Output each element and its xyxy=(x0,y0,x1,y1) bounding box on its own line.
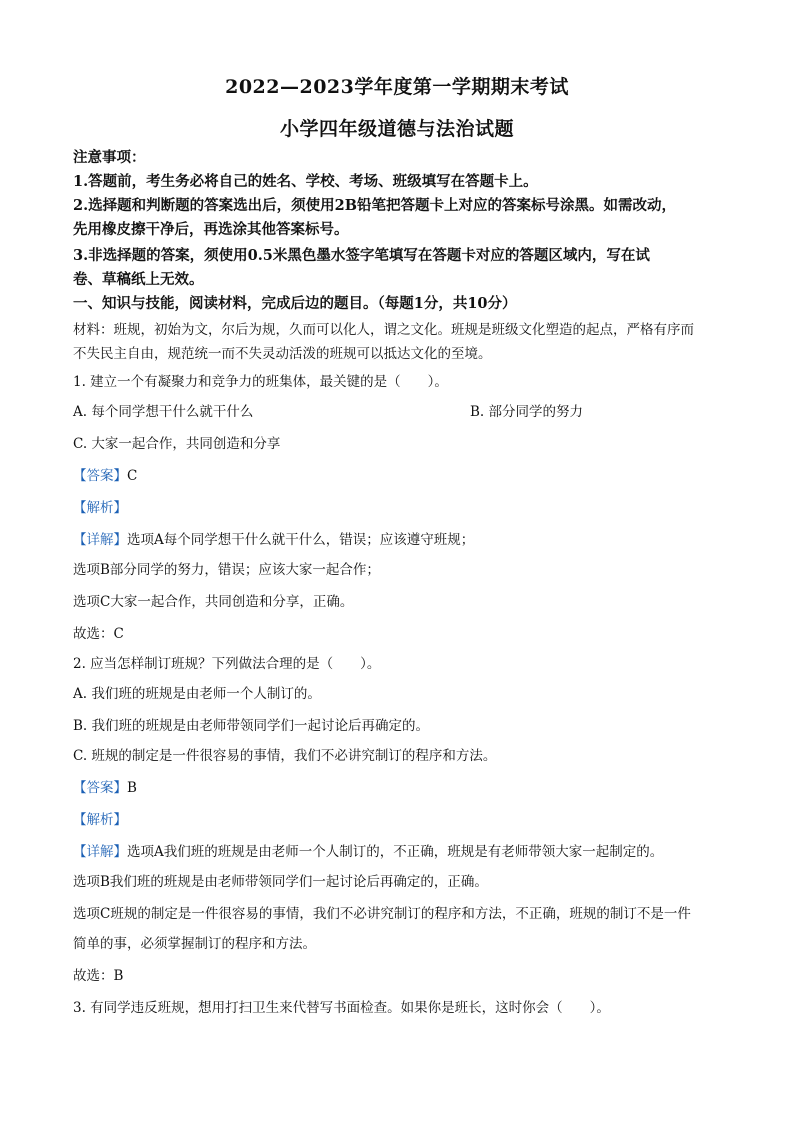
question-1-option-c: C. 大家一起合作，共同创造和分享 xyxy=(73,436,281,452)
question-1-answer xyxy=(73,466,733,486)
question-2-detail-line-3: 选项C班规的制定是一件很容易的事情，我们不必讲究制订的程序和方法，不正确，班规的制订不是一件 xyxy=(73,906,691,922)
detail-text: 选项A每个同学想干什么就干什么，错误；应该遵守班规； xyxy=(127,532,475,548)
question-2-choice: 故选：B xyxy=(73,968,124,984)
answer-tag: 【答案】 xyxy=(73,468,127,484)
question-1-detail-line-2: 选项B部分同学的努力，错误；应该大家一起合作； xyxy=(73,562,380,578)
notice-item-3-line-2: 卷、草稿纸上无效。 xyxy=(73,271,204,288)
question-2-option-c: C. 班规的制定是一件很容易的事情，我们不必讲究制订的程序和方法。 xyxy=(73,748,497,764)
notice-item-3-line-1: 3.非选择题的答案，须使用0.5米黑色墨水签字笔填写在答题卡对应的答题区域内，写在试 xyxy=(73,247,650,264)
question-1-options-row xyxy=(73,402,733,422)
question-2-answer xyxy=(73,778,733,798)
question-1-option-a: A. 每个同学想干什么就干什么 xyxy=(73,404,254,420)
notice-item-2-line-1: 2.选择题和判断题的答案选出后，须使用2B铅笔把答题卡上对应的答案标号涂黑。如需改动， xyxy=(73,197,676,214)
question-1-detail-line-3: 选项C大家一起合作，共同创造和分享，正确。 xyxy=(73,594,354,610)
question-2-option-b: B. 我们班的班规是由老师带领同学们一起讨论后再确定的。 xyxy=(73,718,430,734)
exam-title: 2022—2023学年度第一学期期末考试 xyxy=(225,76,569,98)
question-1-option-b: B. 部分同学的努力 xyxy=(470,404,584,420)
answer-value: B xyxy=(127,780,137,796)
question-1-choice: 故选：C xyxy=(73,626,124,642)
question-2-option-a: A. 我们班的班规是由老师一个人制订的。 xyxy=(73,686,321,702)
question-1-analysis-tag: 【解析】 xyxy=(73,500,127,516)
material-line-2: 不失民主自由，规范统一而不失灵动活泼的班规可以抵达文化的至境。 xyxy=(73,346,492,362)
question-2-detail-line-4: 简单的事，必须掌握制订的程序和方法。 xyxy=(73,936,316,952)
answer-value: C xyxy=(127,468,138,484)
question-1-stem: 1. 建立一个有凝聚力和竞争力的班集体，最关键的是（ ）。 xyxy=(73,374,448,390)
question-2-detail-line-2: 选项B我们班的班规是由老师带领同学们一起讨论后再确定的，正确。 xyxy=(73,874,488,890)
detail-text: 选项A我们班的班规是由老师一个人制订的，不正确，班规是有老师带领大家一起制定的。 xyxy=(127,844,664,860)
detail-tag: 【详解】 xyxy=(73,844,127,860)
notice-item-1: 1.答题前，考生务必将自己的姓名、学校、考场、班级填写在答题卡上。 xyxy=(73,173,538,190)
exam-subtitle: 小学四年级道德与法治试题 xyxy=(279,118,514,140)
section-1-heading: 一、知识与技能，阅读材料，完成后边的题目。（每题1分，共10分） xyxy=(73,295,517,312)
question-2-analysis-tag: 【解析】 xyxy=(73,812,127,828)
detail-tag: 【详解】 xyxy=(73,532,127,548)
material-line-1: 材料：班规，初始为文，尔后为规，久而可以化人，谓之文化。班规是班级文化塑造的起点，严格有序而 xyxy=(73,322,694,338)
question-2-stem: 2. 应当怎样制订班规？下列做法合理的是（ ）。 xyxy=(73,656,381,672)
notice-heading: 注意事项： xyxy=(73,149,146,166)
question-3-stem: 3. 有同学违反班规，想用打扫卫生来代替写书面检查。如果你是班长，这时你会（ ）。 xyxy=(73,1000,610,1016)
answer-tag: 【答案】 xyxy=(73,780,127,796)
question-1-detail-line-1 xyxy=(73,530,733,550)
question-2-detail-line-1 xyxy=(73,842,733,862)
notice-item-2-line-2: 先用橡皮擦干净后，再选涂其他答案标号。 xyxy=(73,221,349,238)
